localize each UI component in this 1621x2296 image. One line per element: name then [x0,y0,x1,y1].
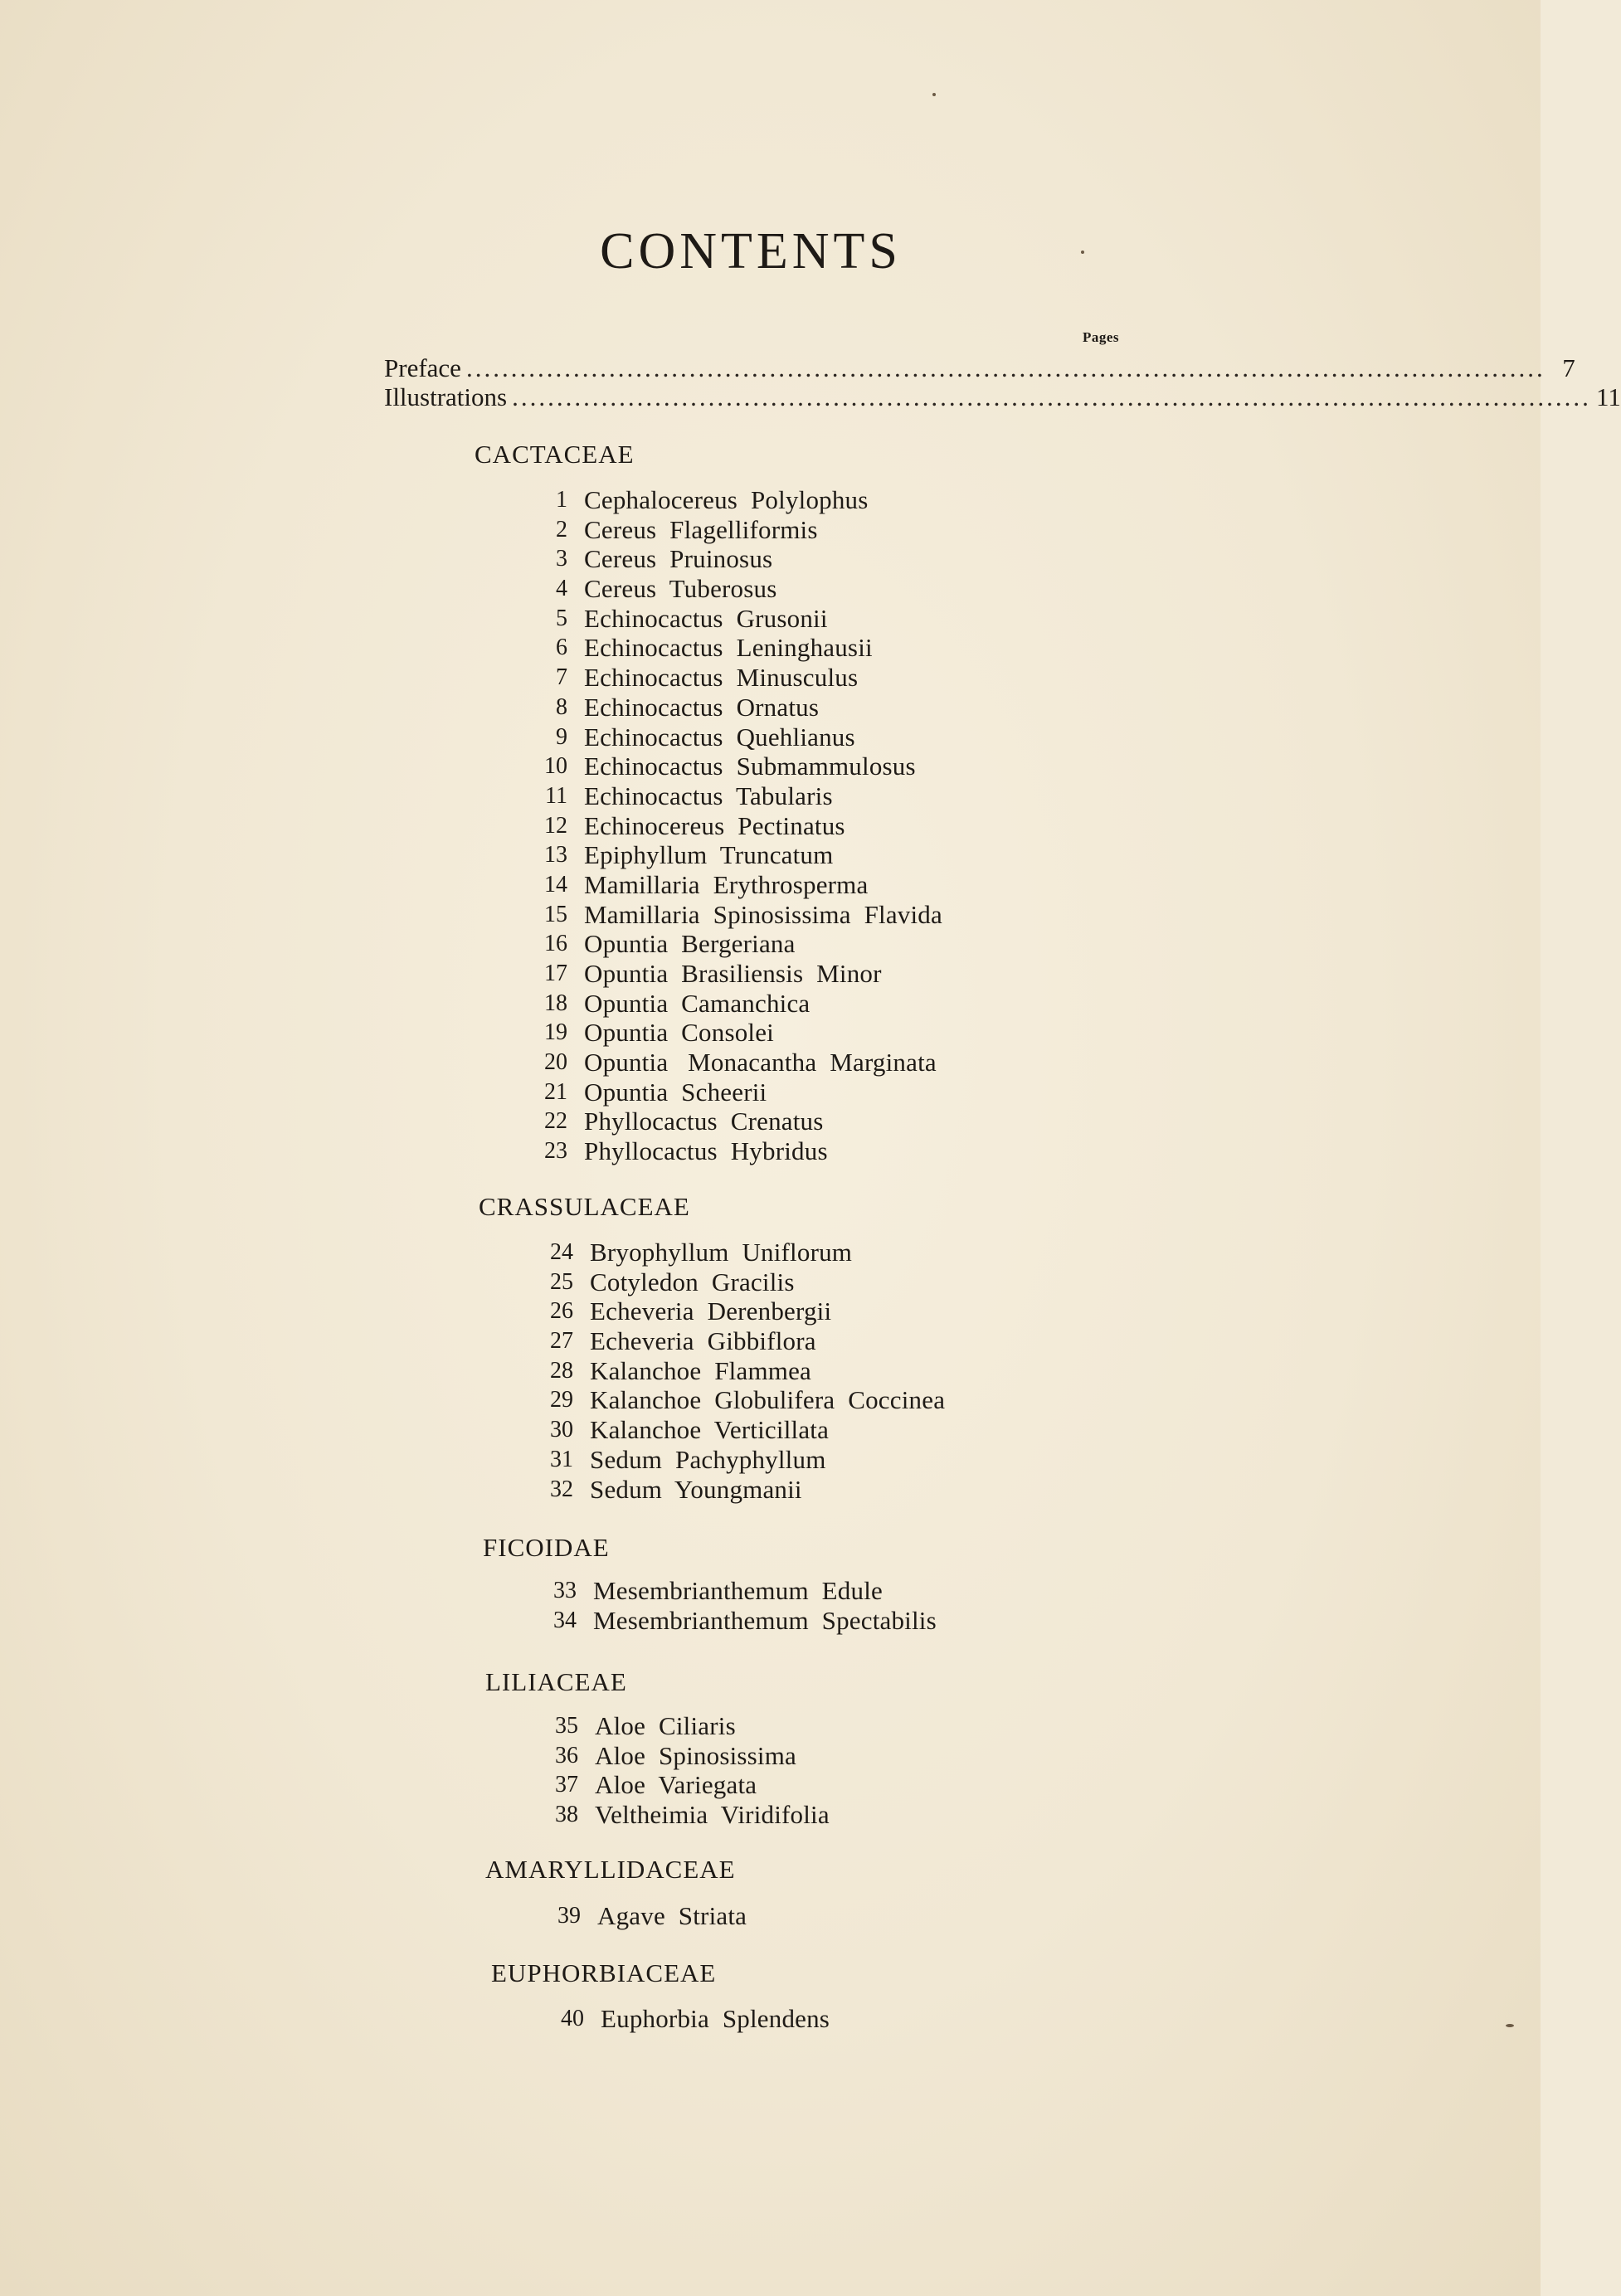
toc-entry [542,1800,830,1830]
species-name: Echinocactus Grusonii [584,603,828,633]
toc-entry [537,1475,945,1505]
plate-number: 23 [544,1138,567,1165]
plate-number: 32 [550,1476,573,1502]
toc-entry [531,840,942,870]
plate-number: 35 [555,1713,578,1739]
toc-entry [531,811,942,841]
paper-speck [1081,251,1084,254]
front-matter-label: Preface [384,353,461,382]
species-name: Aloe Spinosissima [595,1740,797,1770]
plate-number: 28 [550,1357,573,1384]
toc-entry [548,2004,830,2034]
species-name: Veltheimia Viridifolia [595,1800,830,1830]
species-name: Phyllocactus Hybridus [584,1136,828,1166]
toc-entry [540,1576,937,1606]
species-name: Opuntia Monacantha Marginata [584,1048,937,1077]
species-name: Mamillaria Spinosissima Flavida [584,899,942,929]
species-name: Opuntia Brasiliensis Minor [584,959,882,988]
family-entries-cactaceae [531,485,942,1166]
species-name: Echinocactus Minusculus [584,663,859,693]
family-entries-crassulaceae [537,1238,945,1504]
toc-entry [537,1415,945,1445]
plate-number: 39 [557,1903,581,1929]
toc-entry [531,752,942,781]
toc-entry [537,1238,945,1267]
species-name: Kalanchoe Globulifera Coccinea [590,1385,946,1415]
page-title: CONTENTS [600,223,902,280]
species-name: Aloe Variegata [595,1770,757,1800]
plate-number: 8 [556,693,567,720]
plate-number: 17 [544,961,567,986]
plate-number: 36 [555,1742,578,1768]
toc-entry [531,1048,942,1077]
front-matter-page: 11 [1596,382,1621,411]
species-name: Echinocereus Pectinatus [584,810,845,840]
toc-entry [531,929,942,959]
species-name: Cereus Flagelliformis [584,514,818,544]
toc-entry [531,663,942,693]
toc-entry [544,1901,747,1931]
toc-entry [531,722,942,752]
species-name: Aloe Ciliaris [595,1711,736,1740]
toc-entry [542,1741,830,1771]
front-matter-label: Illustrations [384,382,508,411]
species-name: Agave Striata [597,1901,747,1930]
species-name: Echinocactus Submammulosus [584,752,916,781]
toc-entry [531,574,942,604]
plate-number: 15 [544,901,567,927]
dot-leader: ......................................................................................................................... [512,382,1591,411]
species-name: Opuntia Scheerii [584,1077,767,1107]
family-entries-euphorbiaceae [548,2004,830,2034]
species-name: Echeveria Gibbiflora [590,1326,816,1356]
family-heading-cactaceae: CACTACEAE [475,440,635,469]
family-entries-amaryllidaceae [544,1901,747,1931]
plate-number: 16 [544,931,567,957]
toc-entry [531,900,942,930]
plate-number: 4 [556,576,567,602]
family-heading-liliaceae: LILIACEAE [485,1667,627,1696]
toc-entry [531,1107,942,1136]
front-matter-illustrations [384,382,1621,412]
plate-number: 24 [550,1239,573,1265]
species-name: Kalanchoe Verticillata [590,1415,830,1445]
paper-speck [1506,2024,1514,2027]
species-name: Opuntia Consolei [584,1018,774,1048]
pages-column-label: Pages [1083,329,1120,345]
toc-entry [542,1770,830,1800]
species-name: Mesembrianthemum Edule [593,1576,883,1605]
plate-number: 1 [556,487,567,513]
plate-number: 11 [545,782,567,809]
plate-number: 26 [550,1298,573,1325]
toc-entry [531,989,942,1019]
plate-number: 3 [556,546,567,572]
plate-number: 12 [544,812,567,839]
toc-entry [531,515,942,545]
species-name: Mamillaria Erythrosperma [584,869,869,899]
species-name: Phyllocactus Crenatus [584,1107,824,1136]
species-name: Euphorbia Splendens [601,2004,830,2033]
toc-entry [537,1356,945,1386]
toc-entry [542,1711,830,1741]
toc-entry [531,1077,942,1107]
plate-number: 34 [553,1607,577,1633]
plate-number: 6 [556,635,567,661]
plate-number: 2 [556,516,567,542]
plate-number: 14 [544,871,567,897]
species-name: Echinocactus Tabularis [584,781,833,810]
species-name: Echinocactus Ornatus [584,692,820,722]
plate-number: 10 [544,753,567,780]
family-entries-liliaceae [542,1711,830,1830]
toc-entry [531,1018,942,1048]
plate-number: 22 [544,1108,567,1135]
toc-entry [531,604,942,634]
toc-entry [531,870,942,900]
toc-entry [531,1136,942,1166]
family-heading-amaryllidaceae: AMARYLLIDACEAE [485,1855,736,1884]
plate-number: 18 [544,990,567,1016]
species-name: Opuntia Camanchica [584,988,810,1018]
paper-speck [932,93,936,96]
plate-number: 38 [555,1802,578,1828]
toc-entry [531,959,942,989]
family-entries-ficoidae [540,1576,937,1635]
toc-entry [537,1296,945,1326]
plate-number: 33 [553,1578,577,1603]
species-name: Cereus Tuberosus [584,574,777,604]
toc-entry [531,781,942,811]
plate-number: 31 [550,1446,573,1472]
species-name: Echinocactus Quehlianus [584,722,855,752]
plate-number: 30 [550,1417,573,1443]
toc-entry [531,485,942,515]
toc-entry [537,1385,945,1415]
species-name: Sedum Youngmanii [590,1474,802,1504]
plate-number: 37 [555,1772,578,1798]
species-name: Epiphyllum Truncatum [584,840,834,870]
plate-number: 21 [544,1078,567,1105]
species-name: Sedum Pachyphyllum [590,1444,826,1474]
species-name: Cereus Pruinosus [584,544,773,574]
species-name: Echinocactus Leninghausii [584,633,873,663]
plate-number: 29 [550,1387,573,1413]
toc-entry [540,1606,937,1636]
toc-entry [531,693,942,722]
family-heading-euphorbiaceae: EUPHORBIACEAE [491,1958,717,1987]
toc-entry [537,1326,945,1356]
species-name: Echeveria Derenbergii [590,1296,832,1326]
front-matter-page: 7 [1562,353,1575,382]
plate-number: 9 [556,723,567,750]
plate-number: 5 [556,605,567,631]
plate-number: 19 [544,1019,567,1046]
toc-entry [531,633,942,663]
family-heading-ficoidae: FICOIDAE [483,1533,610,1562]
front-matter-preface [384,353,1575,383]
species-name: Mesembrianthemum Spectabilis [593,1605,937,1635]
plate-number: 13 [544,842,567,868]
plate-number: 20 [544,1049,567,1076]
plate-number: 25 [550,1268,573,1295]
toc-entry [537,1267,945,1297]
toc-entry [531,544,942,574]
dot-leader: ......................................................................................................................... [465,353,1546,382]
plate-number: 7 [556,664,567,691]
plate-number: 27 [550,1328,573,1355]
species-name: Kalanchoe Flammea [590,1355,811,1385]
plate-number: 40 [561,2006,584,2031]
species-name: Cephalocereus Polylophus [584,485,869,514]
species-name: Opuntia Bergeriana [584,929,796,959]
family-heading-crassulaceae: CRASSULACEAE [479,1192,690,1221]
species-name: Cotyledon Gracilis [590,1267,795,1296]
species-name: Bryophyllum Uniflorum [590,1238,853,1267]
toc-entry [537,1445,945,1475]
